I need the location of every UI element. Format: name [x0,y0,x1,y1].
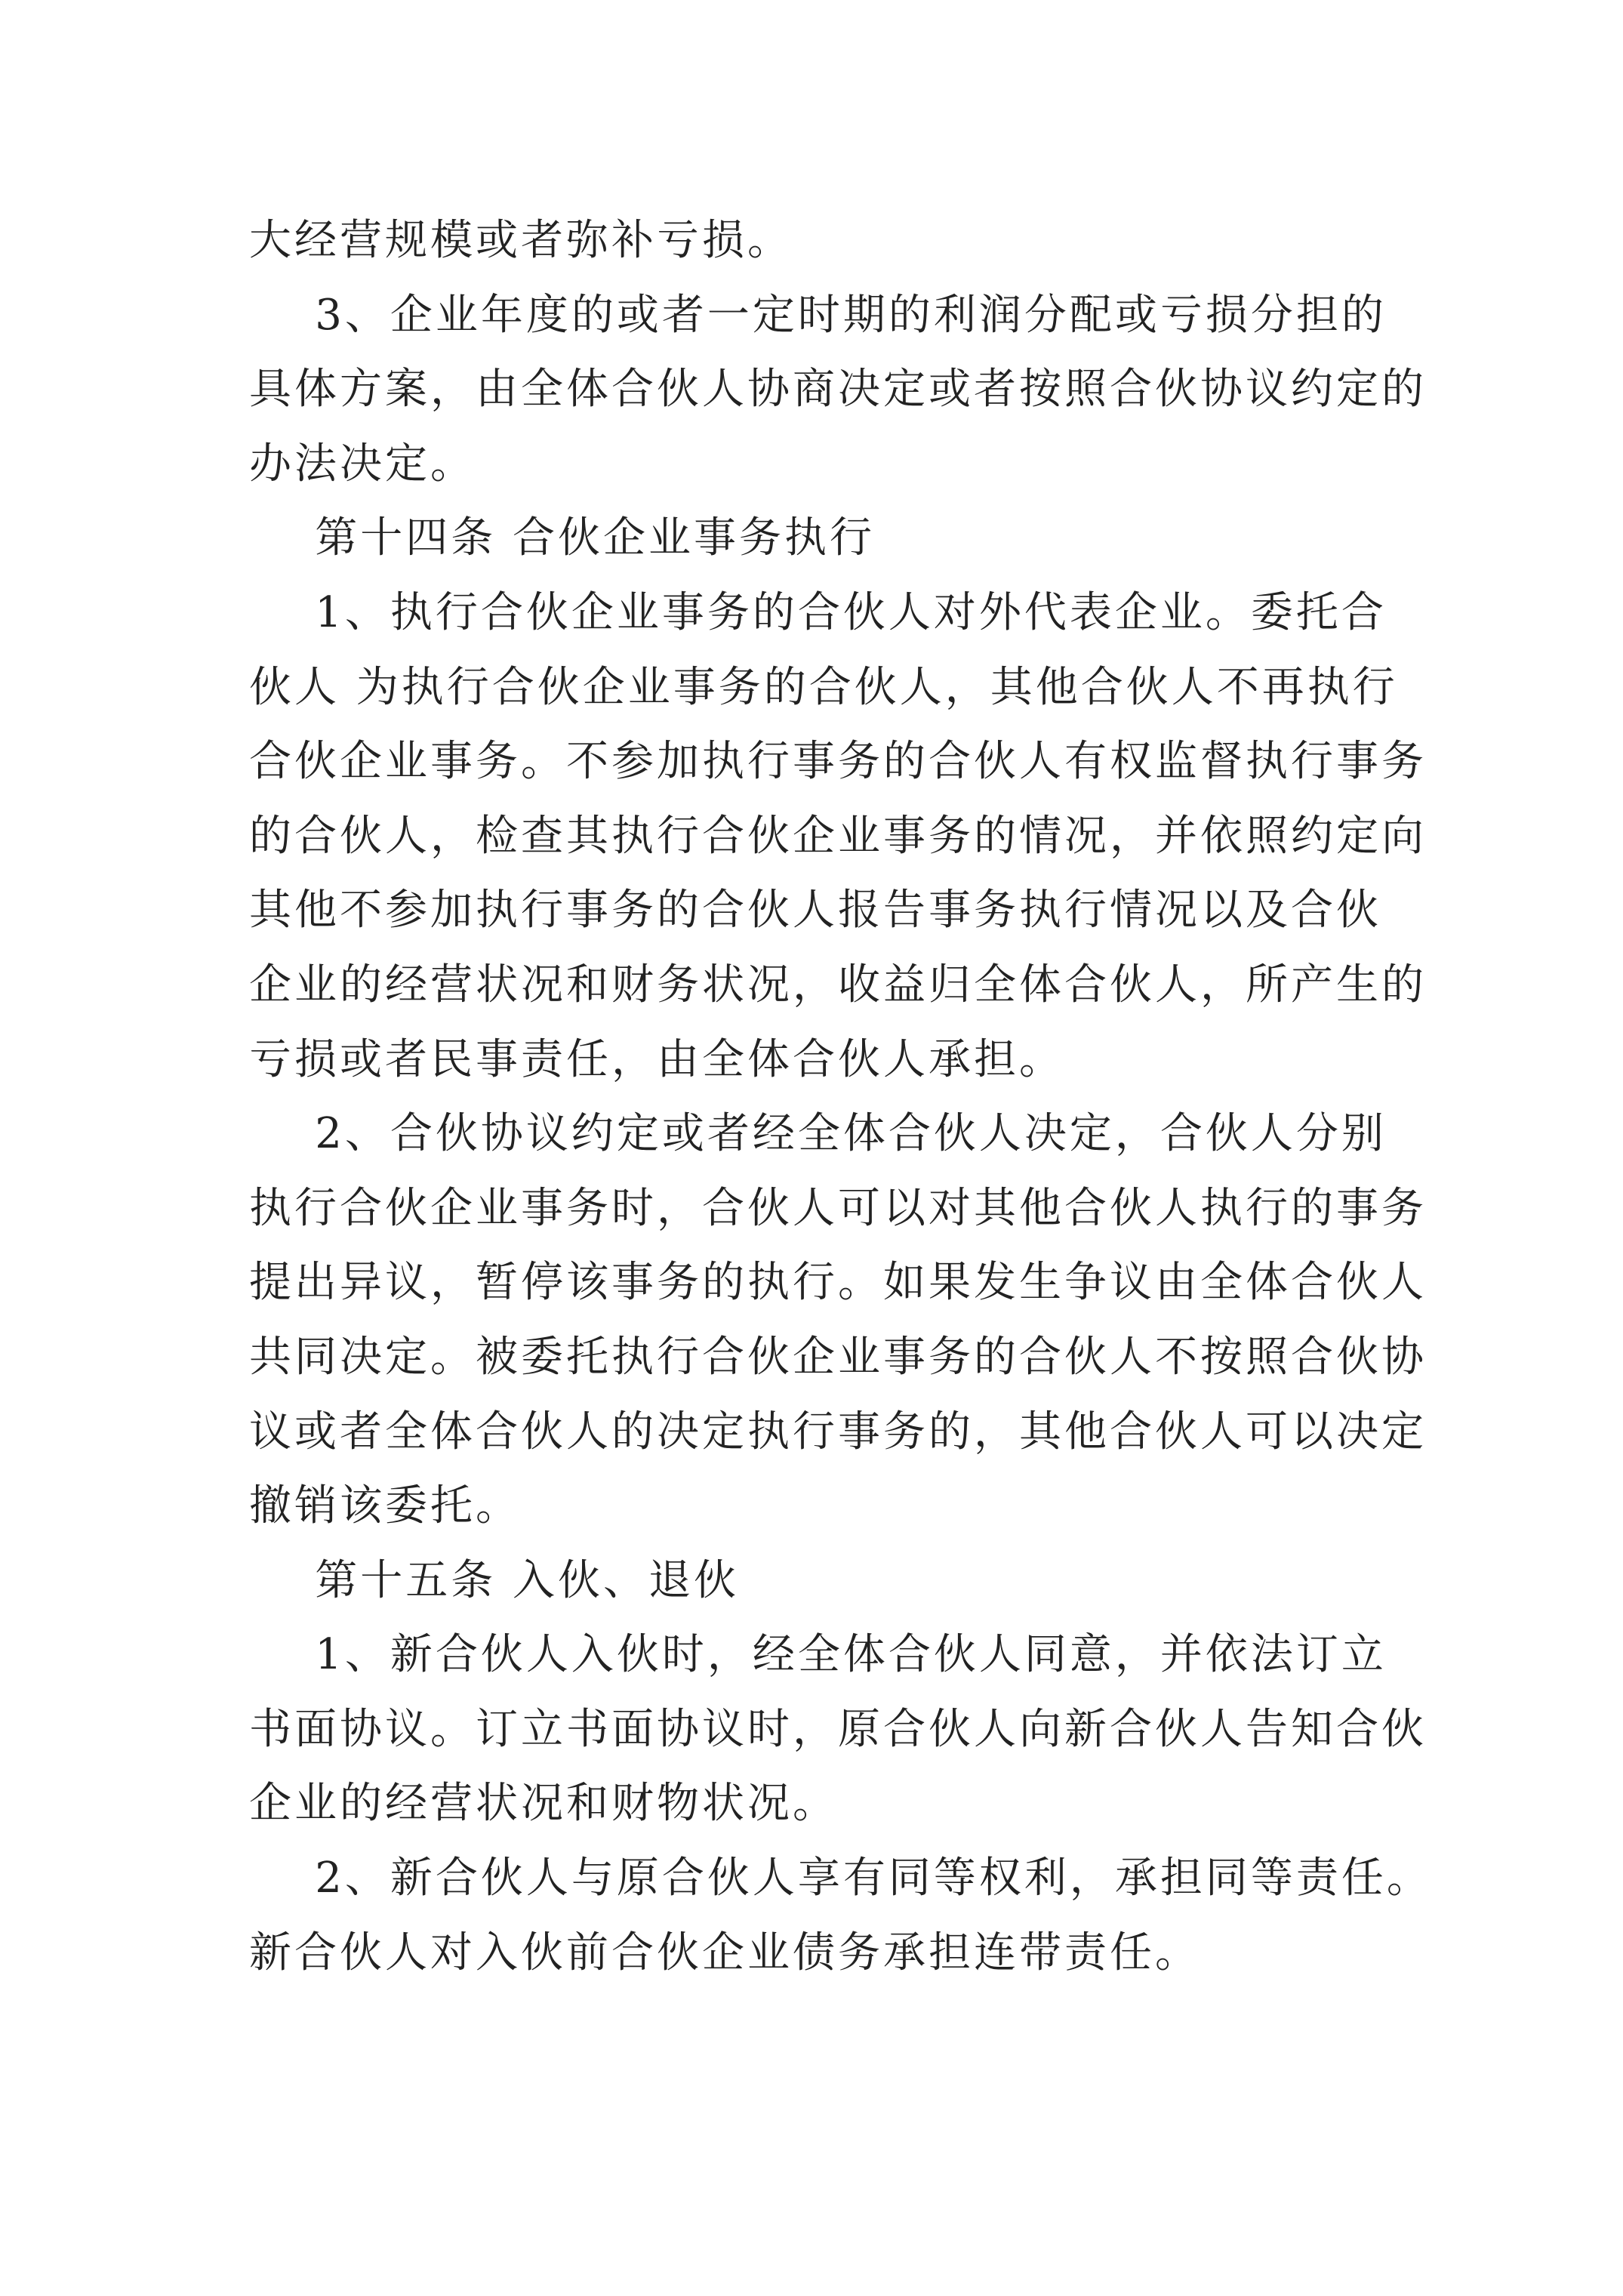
text-line: 书面协议。订立书面协议时，原合伙人向新合伙人告知合伙 [249,1704,1427,1754]
text-line: 其他不参加执行事务的合伙人报告事务执行情况以及合伙 [249,886,1381,935]
text-line: 具体方案，由全体合伙人协商决定或者按照合伙协议约定的 [249,365,1427,415]
section-heading: 第十五条 入伙、退伙 [249,1555,740,1605]
text-line: 企业的经营状况和财务状况，收益归全体合伙人，所产生的 [249,960,1427,1009]
document-body [249,204,1432,1990]
text-line: 1、执行合伙企业事务的合伙人对外代表企业。委托合 [249,587,1387,637]
text-line: 执行合伙企业事务时，合伙人可以对其他合伙人执行的事务 [249,1183,1427,1233]
text-line: 伙人 为执行合伙企业事务的合伙人，其他合伙人不再执行 [249,662,1398,712]
text-line: 1、新合伙人入伙时，经全体合伙人同意，并依法订立 [249,1630,1387,1680]
section-heading: 第十四条 合伙企业事务执行 [249,513,876,563]
text-line: 3、企业年度的或者一定时期的利润分配或亏损分担的 [249,290,1387,340]
text-line: 共同决定。被委托执行合伙企业事务的合伙人不按照合伙协 [249,1332,1427,1382]
text-line: 新合伙人对入伙前合伙企业债务承担连带责任。 [249,1928,1200,1977]
text-line: 大经营规模或者弥补亏损。 [249,216,793,265]
text-line: 的合伙人，检查其执行合伙企业事务的情况，并依照约定向 [249,811,1427,861]
text-line: 企业的经营状况和财物状况。 [249,1779,838,1829]
text-line: 2、新合伙人与原合伙人享有同等权利，承担同等责任。 [249,1854,1432,1903]
text-line: 议或者全体合伙人的决定执行事务的，其他合伙人可以决定 [249,1407,1427,1456]
text-line: 提出异议，暂停该事务的执行。如果发生争议由全体合伙人 [249,1258,1427,1308]
text-line: 办法决定。 [249,439,476,488]
text-line: 亏损或者民事责任，由全体合伙人承担。 [249,1034,1064,1084]
text-line: 合伙企业事务。不参加执行事务的合伙人有权监督执行事务 [249,737,1427,787]
text-line: 2、合伙协议约定或者经全体合伙人决定，合伙人分别 [249,1109,1387,1159]
text-line: 撤销该委托。 [249,1481,521,1531]
